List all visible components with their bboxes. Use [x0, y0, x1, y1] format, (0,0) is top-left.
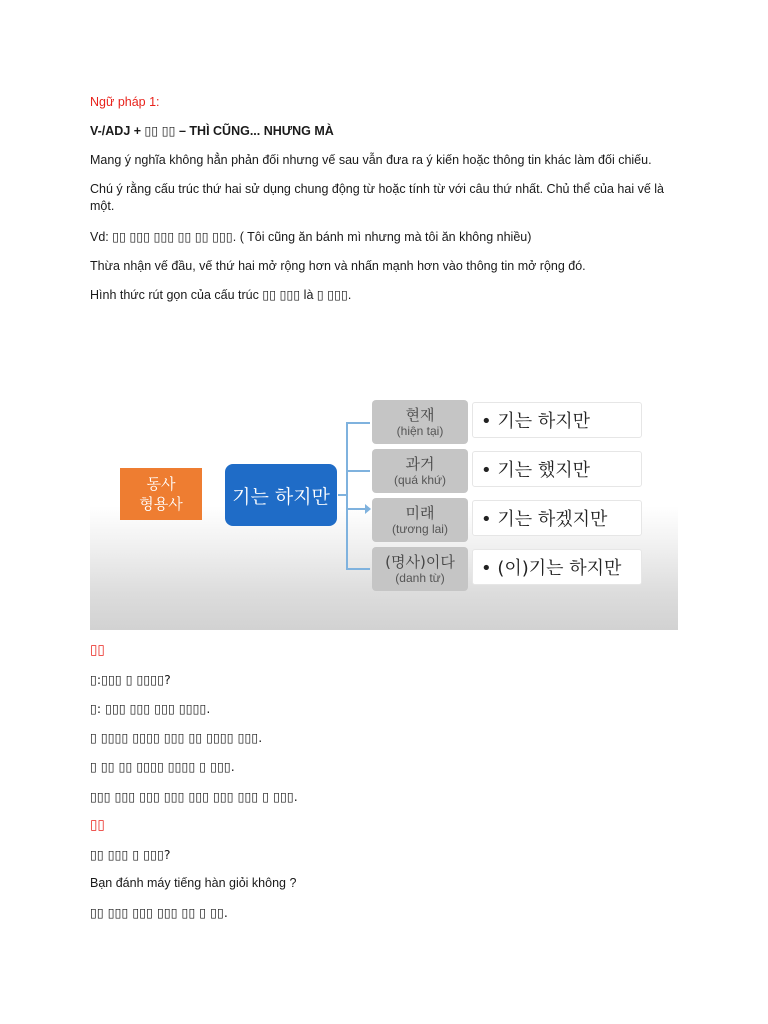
tense-korean: (명사)이다: [385, 552, 455, 571]
tense-vietnamese: (hiện tại): [396, 423, 444, 438]
example-line: ▯: ▯▯▯ ▯▯▯ ▯▯▯ ▯▯▯▯.: [90, 701, 211, 716]
example-line: ▯:▯▯▯ ▯ ▯▯▯▯?: [90, 672, 171, 687]
example-line: ▯▯ ▯▯▯ ▯▯▯ ▯▯▯ ▯▯ ▯ ▯▯.: [90, 905, 228, 920]
tense-vietnamese: (danh từ): [395, 570, 445, 585]
grammar-heading: V-/ADJ + ▯▯ ▯▯ – THÌ CŨNG... NHƯNG MÀ: [90, 124, 334, 138]
example-line: ▯ ▯▯▯▯ ▯▯▯▯ ▯▯▯ ▯▯ ▯▯▯▯ ▯▯▯.: [90, 730, 263, 745]
verb-adjective-box: [120, 468, 202, 520]
tense-vietnamese: (quá khứ): [393, 472, 447, 487]
connector-line: [346, 470, 370, 472]
tense-korean: 미래: [405, 503, 435, 522]
connector-line: [346, 422, 348, 568]
example-line: ▯ ▯▯ ▯▯ ▯▯▯▯ ▯▯▯▯ ▯ ▯▯▯.: [90, 759, 235, 774]
grammar-paragraph-2: Chú ý rằng cấu trúc thứ hai sử dụng chung động từ hoặc tính từ với câu thứ nhất. Chủ thể của hai vế là một.: [90, 182, 664, 213]
examples-heading-1: ▯▯: [90, 642, 105, 657]
grammar-example: Vd: ▯▯ ▯▯▯ ▯▯▯ ▯▯ ▯▯ ▯▯▯. ( Tôi cũng ăn bánh mì nhưng mà tôi ăn không nhiều): [90, 230, 532, 244]
source-label-adjective: 형용사: [139, 495, 183, 513]
tense-korean: 과거: [405, 454, 435, 473]
example-line: ▯▯ ▯▯▯ ▯ ▯▯▯?: [90, 847, 171, 862]
arrow-icon: [346, 508, 368, 510]
tense-box-present: [372, 400, 468, 444]
example-line: ▯▯▯ ▯▯▯ ▯▯▯ ▯▯▯ ▯▯▯ ▯▯▯ ▯▯▯ ▯ ▯▯▯.: [90, 789, 298, 804]
tense-form-past: • 기는 했지만: [472, 451, 642, 487]
tense-box-future: [372, 498, 468, 542]
tense-box-noun: [372, 547, 468, 591]
source-label-verb: 동사: [146, 475, 176, 493]
grammar-paragraph-4: Thừa nhận vế đầu, vế thứ hai mở rộng hơn và nhấn mạnh hơn vào thông tin mở rộng đó.: [90, 259, 586, 273]
connector-line: [346, 568, 370, 570]
examples-heading-2: ▯▯: [90, 817, 105, 832]
grammar-title: Ngữ pháp 1:: [90, 95, 160, 109]
example-translation: Bạn đánh máy tiếng hàn giỏi không ?: [90, 876, 297, 890]
tense-vietnamese: (tương lai): [392, 521, 448, 536]
grammar-paragraph-1: Mang ý nghĩa không hẳn phản đối nhưng vế sau vẫn đưa ra ý kiến hoặc thông tin khác làm đối chiếu.: [90, 153, 652, 167]
grammar-paragraph-5: Hình thức rút gọn của cấu trúc ▯▯ ▯▯▯ là ▯ ▯▯▯.: [90, 288, 352, 302]
tense-form-present: • 기는 하지만: [472, 402, 642, 438]
connector-line: [346, 422, 370, 424]
tense-form-noun: • (이)기는 하지만: [472, 549, 642, 585]
tense-form-future: • 기는 하겠지만: [472, 500, 642, 536]
tense-korean: 현재: [405, 405, 435, 424]
grammar-diagram: [90, 392, 678, 630]
center-pattern-box: 기는 하지만: [225, 464, 337, 526]
tense-box-past: [372, 449, 468, 493]
